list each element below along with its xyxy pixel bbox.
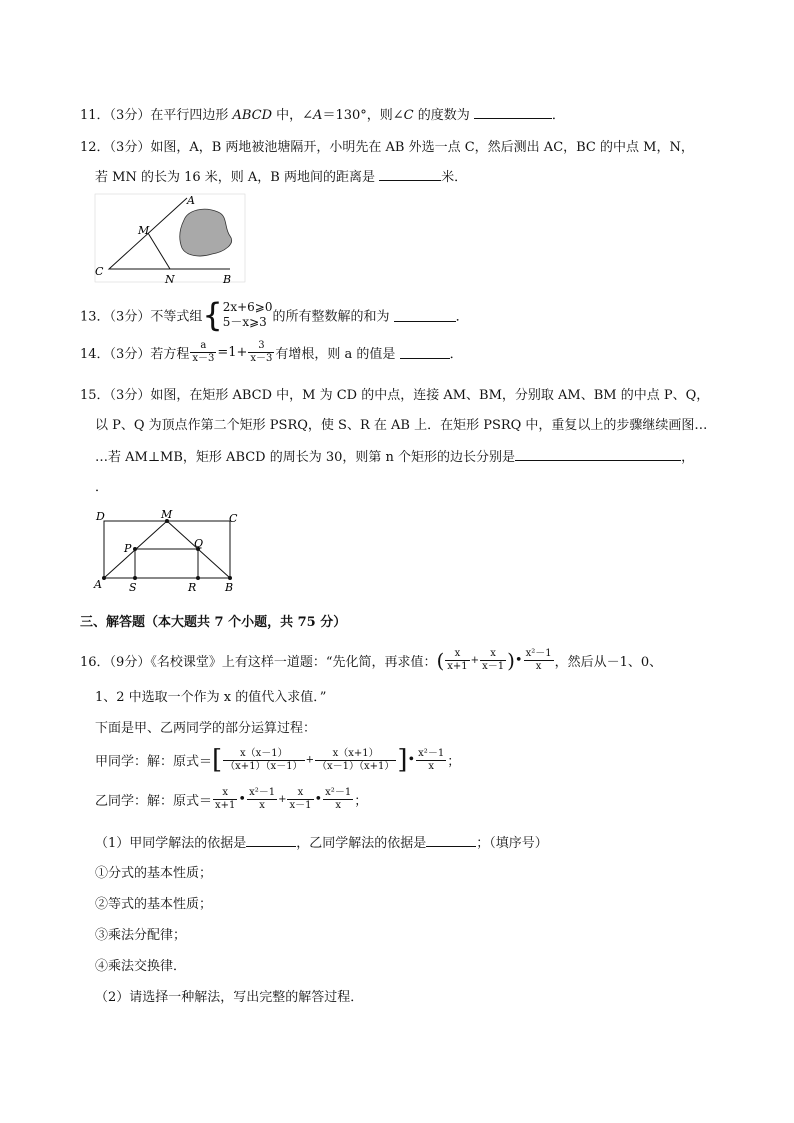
option-4: ④乘法交换律．	[95, 959, 187, 974]
question-16-line2: 1、2 中选取一个作为 x 的值代入求值．”	[95, 690, 327, 705]
answer-blank[interactable]	[474, 106, 552, 119]
question-12-line2: 若 MN 的长为 16 米，则 A，B 两地间的距离是 米．	[95, 170, 468, 185]
jia-solution: 甲同学：解：原式＝[ $\frac{x(x-1)}{(x+1)(x-1)}$ + $\frac{x(x+1)}{(x-1)(x+1)}$ ]• $\frac{\text{x²－1}}{x}$ ；	[95, 745, 461, 775]
option-2: ②等式的基本性质；	[95, 897, 213, 912]
label-A: A	[94, 578, 102, 591]
point-a	[102, 576, 106, 580]
answer-blank-yi[interactable]	[426, 834, 476, 847]
label-B: B	[225, 581, 234, 594]
label-S: S	[129, 581, 137, 594]
option-3: ③乘法分配律；	[95, 928, 187, 943]
rectangle-figure	[92, 508, 242, 594]
question-15-line4: ．	[95, 480, 109, 495]
label-B: B	[223, 273, 232, 286]
point-r	[196, 576, 200, 580]
pond-shape	[180, 209, 232, 256]
option-1: ①分式的基本性质；	[95, 866, 213, 881]
question-15-line3: …若 AM⊥MB，矩形 ABCD 的周长为 30，则第 n 个矩形的边长分别是 ，	[95, 450, 695, 465]
point-p	[133, 547, 137, 551]
label-R: R	[188, 581, 197, 594]
answer-blank[interactable]	[394, 309, 456, 322]
label-D: D	[96, 510, 105, 523]
question-16-line3: 下面是甲、乙两同学的部分运算过程：	[95, 721, 317, 736]
answer-blank[interactable]	[379, 168, 441, 181]
question-14: 14．（3分）若方程 $\frac{a}{x-3}$ =1+ $\frac{3}{x-3}$ 有增根，则 a 的值是 ．	[80, 340, 463, 364]
answer-blank[interactable]	[515, 448, 681, 461]
point-s	[133, 576, 137, 580]
point-b	[228, 576, 232, 580]
question-13: 13．（3分）不等式组{ 2x+6⩾0 5－x⩾3 的所有整数解的和为 ．	[80, 296, 469, 334]
section-heading: 三、解答题（本大题共 7 个小题，共 75 分）	[80, 615, 347, 630]
answer-blank[interactable]	[400, 346, 450, 359]
label-N: N	[165, 273, 175, 286]
brace-icon: {	[202, 296, 223, 334]
question-16-part1: （1）甲同学解法的依据是 ，乙同学解法的依据是 ；（填序号）	[95, 836, 548, 851]
label-C: C	[95, 265, 104, 278]
midline-mn	[148, 233, 170, 269]
label-P: P	[124, 542, 132, 555]
question-16-line1: 16．（9分）《名校课堂》上有这样一道题：“先化简，再求值：( $\frac{x}{x+1}$ + $\frac{x}{x-1}$ )• $\frac{\text{x²－1}}{x}$ ，然后从－1、0、	[80, 648, 663, 673]
label-C: C	[229, 512, 238, 525]
inequality-system: 2x+6⩾0 5－x⩾3	[222, 300, 273, 329]
question-15-line2: 以 P、Q 为顶点作第二个矩形 PSRQ，使 S、R 在 AB 上．在矩形 PSRQ 中，重复以上的步骤继续画图…	[95, 418, 708, 433]
label-M: M	[161, 508, 173, 521]
question-11: 11．（3分）在平行四边形 ABCD 中，∠A＝130°，则∠C 的度数为 ．	[80, 108, 565, 123]
question-12-line1: 12．（3分）如图，A，B 两地被池塘隔开，小明先在 AB 外选一点 C，然后测出 AC，BC 的中点 M，N，	[80, 140, 694, 155]
answer-blank-jia[interactable]	[246, 834, 296, 847]
question-15-line1: 15．（3分）如图，在矩形 ABCD 中，M 为 CD 的中点，连接 AM、BM，分别取 AM、BM 的中点 P、Q，	[80, 388, 710, 403]
label-A: A	[187, 194, 195, 207]
label-M: M	[138, 224, 150, 237]
yi-solution: 乙同学：解：原式＝ $\frac{x}{x+1}$ • $\frac{\text{x²－1}}{x}$ + $\frac{x}{x-1}$ • $\frac{\text{x²－1}}{x}$ ；	[95, 787, 368, 811]
rectangle-psrq	[135, 549, 198, 578]
question-16-part2: （2）请选择一种解法，写出完整的解答过程．	[95, 990, 364, 1005]
pond-figure	[92, 192, 252, 288]
label-Q: Q	[194, 537, 204, 550]
